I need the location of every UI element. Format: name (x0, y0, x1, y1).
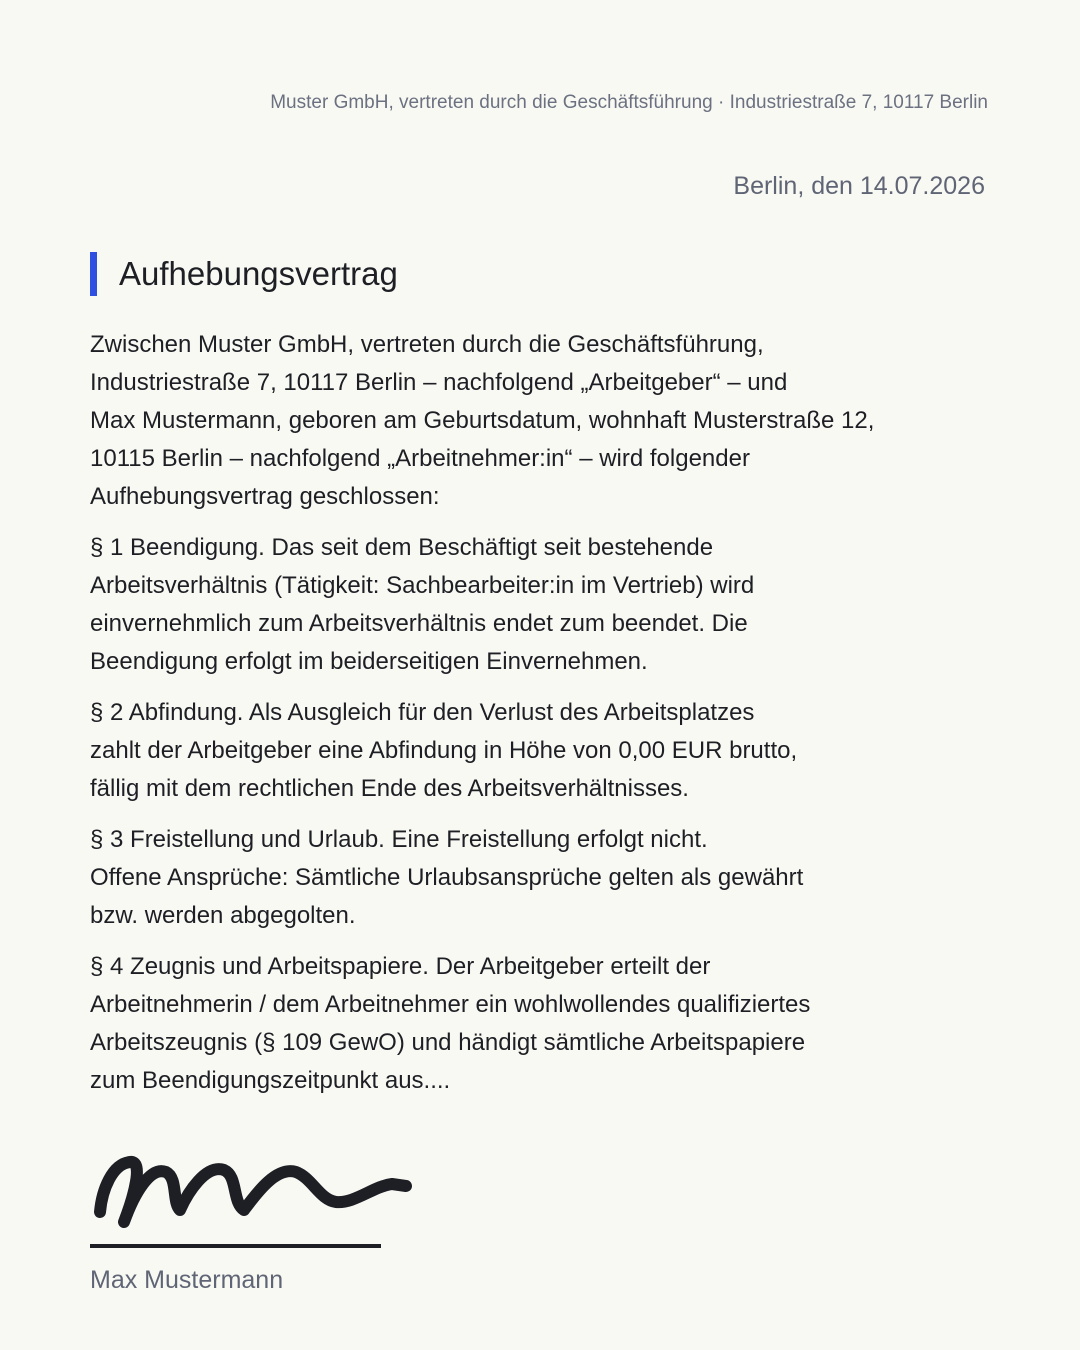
text-line: 10115 Berlin – nachfolgend „Arbeitnehmer:in“ – wird folgender (90, 445, 750, 472)
section-2-paragraph (90, 694, 990, 808)
text-line: zum Beendigungszeitpunkt aus.... (90, 1067, 451, 1094)
text-line: Zwischen Muster GmbH, vertreten durch die Geschäftsführung, (90, 331, 764, 358)
text-line: Offene Ansprüche: Sämtliche Urlaubsansprüche gelten als gewährt (90, 864, 804, 891)
text-line: Arbeitsverhältnis (Tätigkeit: Sachbearbeiter:in im Vertrieb) wird (90, 572, 755, 599)
title-accent-bar (90, 252, 97, 296)
text-line: Industriestraße 7, 10117 Berlin – nachfolgend „Arbeitgeber“ – und (90, 369, 788, 396)
text-line: fällig mit dem rechtlichen Ende des Arbeitsverhältnisses. (90, 775, 689, 802)
contract-body (90, 326, 990, 1113)
text-line: § 1 Beendigung. Das seit dem Beschäftigt seit bestehende (90, 534, 714, 561)
text-line: einvernehmlich zum Arbeitsverhältnis endet zum beendet. Die (90, 610, 748, 637)
date-line: Berlin, den 14.07.2026 (733, 172, 985, 200)
text-line: § 2 Abfindung. Als Ausgleich für den Verlust des Arbeitsplatzes (90, 699, 755, 726)
text-line: Max Mustermann, geboren am Geburtsdatum, wohnhaft Musterstraße 12, (90, 407, 875, 434)
text-line: bzw. werden abgegolten. (90, 902, 356, 929)
title-block (90, 252, 398, 296)
text-line: Arbeitszeugnis (§ 109 GewO) und händigt sämtliche Arbeitspapiere (90, 1029, 806, 1056)
section-4-paragraph (90, 948, 990, 1100)
text-line: § 4 Zeugnis und Arbeitspapiere. Der Arbeitgeber erteilt der (90, 953, 711, 980)
signer-name: Max Mustermann (90, 1266, 284, 1294)
text-line: Beendigung erfolgt im beiderseitigen Einvernehmen. (90, 648, 648, 675)
text-line: Aufhebungsvertrag geschlossen: (90, 483, 440, 510)
text-line: Arbeitnehmerin / dem Arbeitnehmer ein wohlwollendes qualifiziertes (90, 991, 811, 1018)
signature-line (90, 1244, 381, 1248)
section-3-paragraph (90, 821, 990, 935)
text-line: zahlt der Arbeitgeber eine Abfindung in Höhe von 0,00 EUR brutto, (90, 737, 798, 764)
handwritten-signature (88, 1150, 418, 1236)
text-line: § 3 Freistellung und Urlaub. Eine Freistellung erfolgt nicht. (90, 826, 708, 853)
section-1-paragraph (90, 529, 990, 681)
document-title: Aufhebungsvertrag (119, 255, 398, 292)
sender-line: Muster GmbH, vertreten durch die Geschäftsführung · Industriestraße 7, 10117 Berlin (270, 92, 988, 113)
intro-paragraph (90, 326, 990, 516)
